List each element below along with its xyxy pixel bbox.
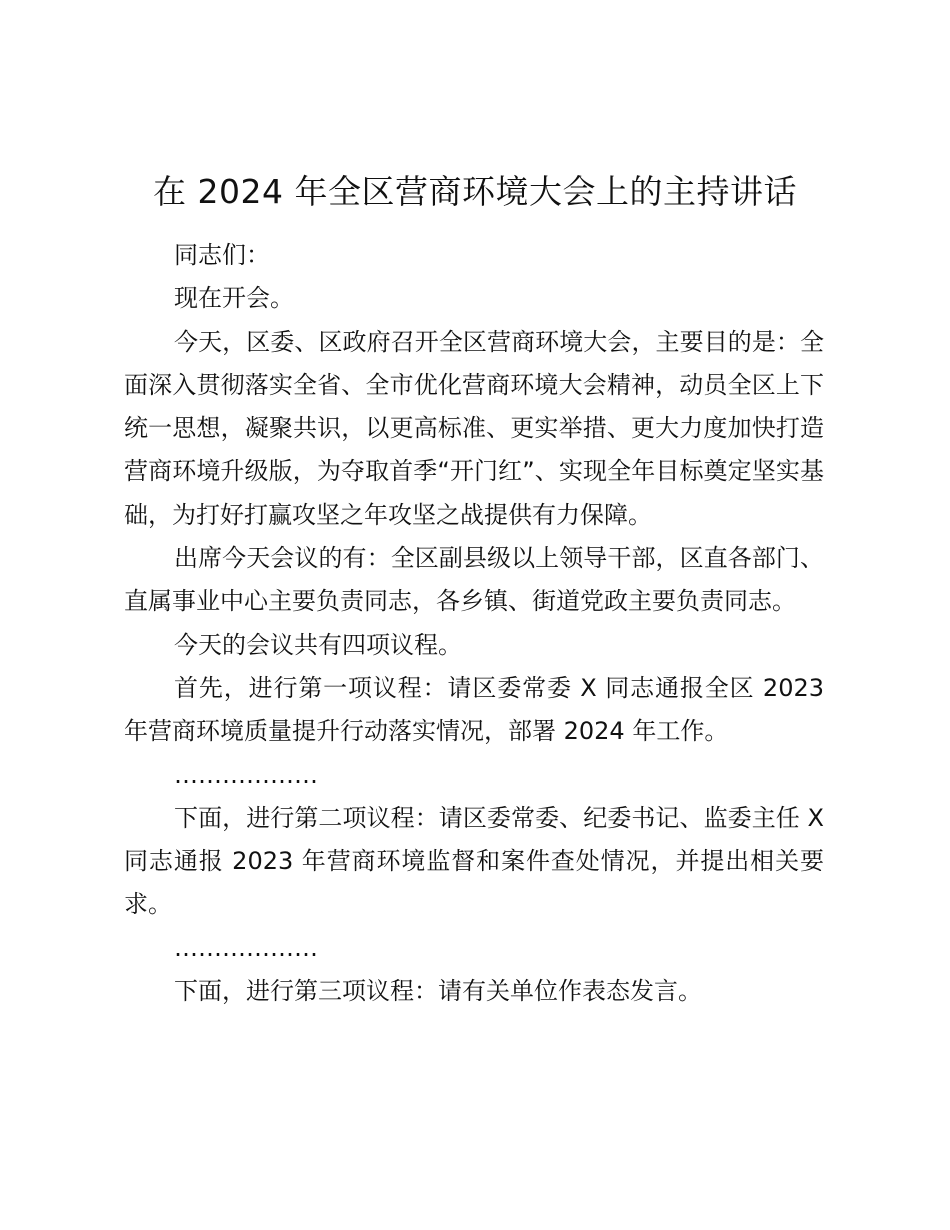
paragraph-ellipsis-1: ……………… <box>174 760 318 789</box>
paragraph-greeting: 同志们： <box>174 241 270 269</box>
paragraph-attendees: 出席今天会议的有：全区副县级以上领导干部，区直各部门、直属事业中心主要负责同志，各乡镇、街道党政主要负责同志。 <box>124 544 824 616</box>
paragraph-agenda-item-2: 下面，进行第二项议程：请区委常委、纪委书记、监委主任 X 同志通报 2023 年营商环境监督和案件查处情况，并提出相关要求。 <box>124 803 824 919</box>
paragraph-opening: 现在开会。 <box>174 284 294 313</box>
paragraph-agenda-item-3: 下面，进行第三项议程：请有关单位作表态发言。 <box>174 977 702 1006</box>
paragraph-purpose: 今天，区委、区政府召开全区营商环境大会，主要目的是：全面深入贯彻落实全省、全市优化营商环境大会精神，动员全区上下统一思想，凝聚共识，以更高标准、更实举措、更大力度加快打造营商环境升级版，为夺取首季“开门红”、实现全年目标奠定坚实基础，为打好打赢攻坚之年攻坚之战提供有力保障。 <box>124 327 824 529</box>
paragraph-agenda-intro: 今天的会议共有四项议程。 <box>174 630 462 659</box>
document-body <box>124 234 824 1013</box>
paragraph-agenda-item-1: 首先，进行第一项议程：请区委常委 X 同志通报全区 2023 年营商环境质量提升行动落实情况，部署 2024 年工作。 <box>124 673 824 746</box>
paragraph-ellipsis-2: ……………… <box>174 933 318 962</box>
document-title: 在 2024 年全区营商环境大会上的主持讲话 <box>153 172 797 211</box>
